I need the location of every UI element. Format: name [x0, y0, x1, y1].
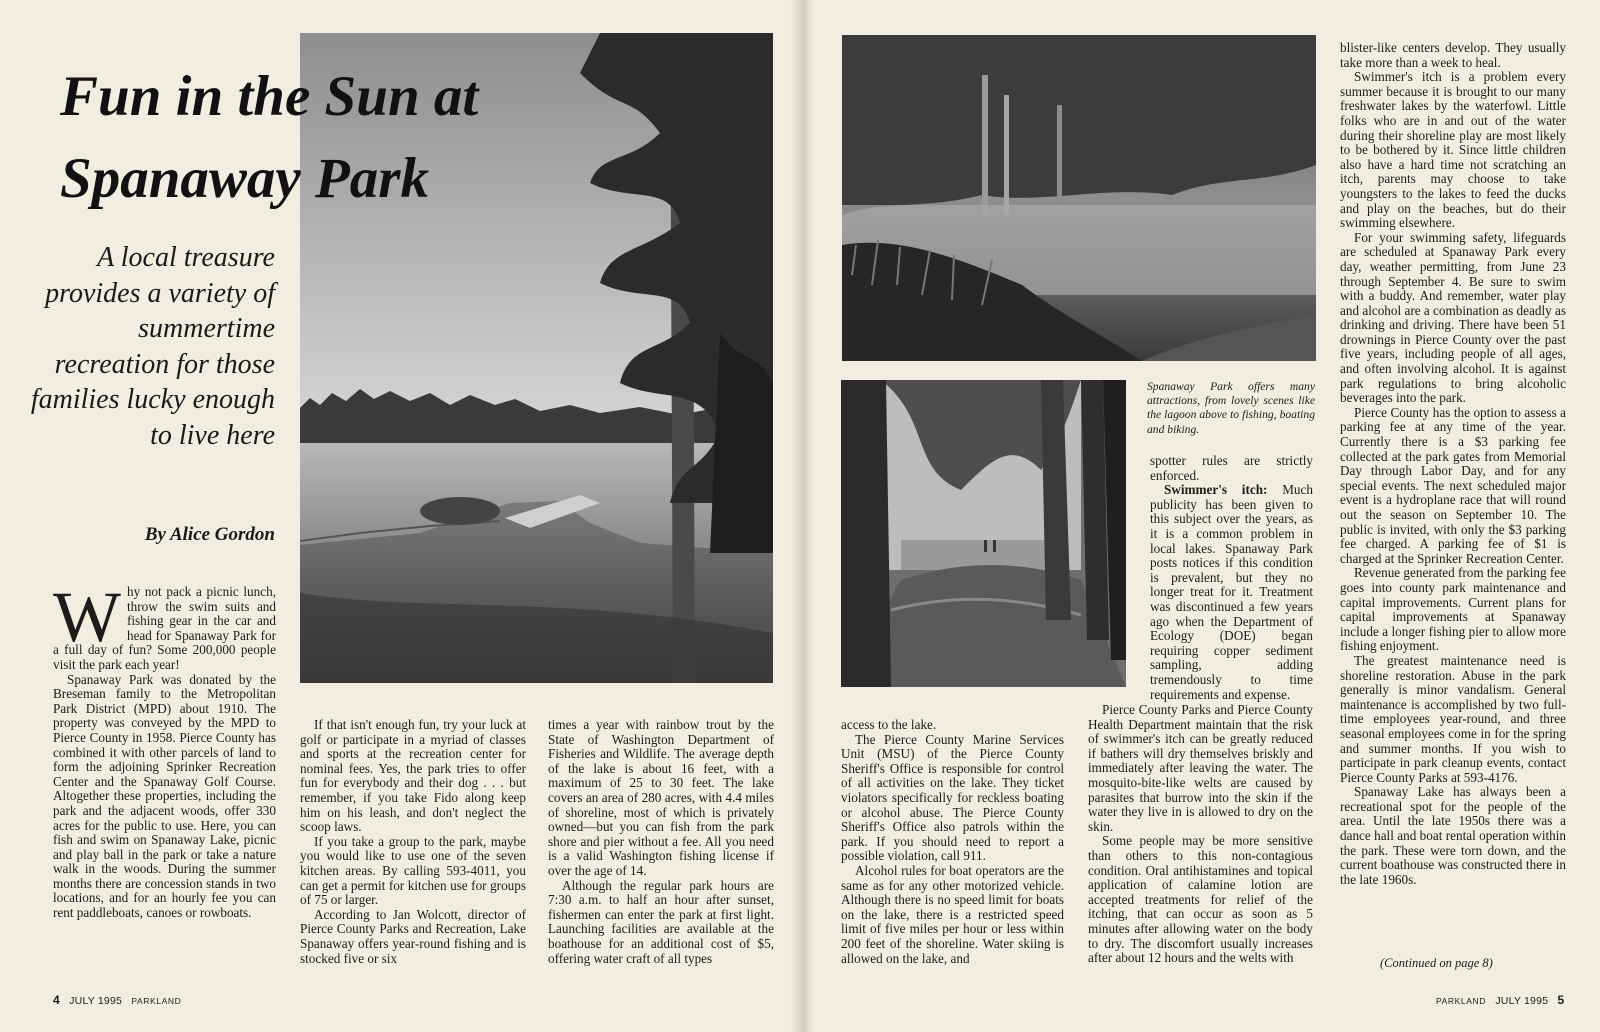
paragraph: For your swimming safety, lifeguards are scheduled at Spanaway Park every day, weather permitting, from June 23 through September 4. Be sure to swim with a buddy. And remember, water play and alcohol are a combination as deadly as drinking and driving. There have been 51 drownings in Pierce County over the past five years, including people of all ages, and often involving alcohol. It is against park regulations to bring alcoholic beverages into the park.	[1340, 229, 1566, 406]
article-title	[60, 56, 540, 220]
text-column-2	[300, 718, 526, 966]
folio-left	[53, 993, 181, 1007]
paragraph: Alcohol rules for boat operators are the same as for any other motorized vehicle. Although there is no speed limit for boats on the lake, there is a restricted speed limit of five miles per hour or less within 200 feet of the shoreline. Water skiing is allowed on the lake, and	[841, 862, 1064, 966]
text-column-3	[548, 718, 774, 966]
page-number: 5	[1557, 993, 1565, 1007]
drop-cap: W	[53, 577, 121, 657]
text-column-5-lower	[1088, 703, 1313, 966]
text-column-1	[53, 577, 276, 921]
paragraph: Revenue generated from the parking fee goes into county park maintenance and capital improvements. Current plans for capital improvements at Spanaway include a longer fishing pier to allow more fishing enjoyment.	[1340, 565, 1566, 654]
section-label: Swimmer's itch:	[1164, 482, 1268, 498]
paragraph: Pierce County Parks and Pierce County Health Department maintain that the risk of swimmer's itch can be greatly reduced if bathers will dry themselves briskly and immediately after leaving the water. The mosquito-bite-like welts are caused by parasites that burrow into the skin if the water they live in is allowed to dry on the skin.	[1088, 702, 1313, 834]
paragraph: spotter rules are strictly enforced.	[1150, 453, 1313, 483]
paragraph: Some people may be more sensitive than others to this non-contagious condition. Oral antihistamines and topical application of calamine lotion are accepted treatments for relief of the itching, that can occur as soon as 5 minutes after allowing water on the body to dry. The discomfort usually increases after about 12 hours and the welts with	[1088, 833, 1313, 966]
paragraph: If that isn't enough fun, try your luck at golf or participate in a myriad of classes and sports at the recreation center for nominal fees. Yes, the park tries to offer fun for everybody and their dog . . . but remember, if you take Fido along keep him on his leash, and don't neglect the scoop laws.	[300, 717, 526, 835]
paragraph: Pierce County has the option to assess a parking fee at any time of the year. Currently there is a $3 parking fee collected at the park gates from Memorial Day through Labor Day, and for any special events. The next scheduled major event is a hydroplane race that will round out the season on September 10. The public is invited, with only the $3 parking fee charged. A parking fee of $1 is charged at the Sprinker Recreation Center.	[1340, 404, 1566, 566]
issue-date: JULY 1995	[69, 995, 123, 1007]
paragraph	[53, 577, 276, 673]
paragraph-text: hy not pack a picnic lunch, throw the swim suits and fishing gear in the car and head for Spanaway Park for a full day of fun? Some 200,000 people visit the park each year!	[53, 584, 276, 672]
continued-note: (Continued on page 8)	[1380, 956, 1493, 970]
paragraph: Spanaway Park was donated by the Breseman family to the Metropolitan Park District (MPD) about 1910. The property was conveyed by the MPD to Pierce County in 1958. Pierce County has combined it with other parcels of land to form the adjoining Sprinker Recreation Center and the Spanaway Golf Course. Altogether these properties, including the park and the adjacent woods, offer 330 acres for the public to use. Here, you can fish and swim on Spanaway Lake, picnic and play ball in the park or take a nature walk in the woods. During the summer months there are concession stands in two locations, and for an hourly fee you can rent paddleboats, canoes or rowboats.	[53, 671, 276, 921]
paragraph: access to the lake.	[841, 717, 937, 732]
paragraph: times a year with rainbow trout by the State of Washington Department of Fisheries and Wildlife. The average depth of the lake is about 16 feet, with a maximum of 25 to 30 feet. The lake covers an area of 280 acres, with 4.4 miles of shoreline, most of which is privately owned—but you can fish from the park shore and pier without a fee. All you need is a valid Washington fishing license if over the age of 14.	[548, 717, 774, 878]
page-gutter	[790, 0, 814, 1032]
paragraph: The Pierce County Marine Services Unit (MSU) of the Pierce County Sheriff's Office is responsible for control of all activities on the lake. They ticket violators specifically for reckless boating or alcohol abuse. The Pierce County Sheriff's Office also patrols within the park. If you should need to report a possible violation, call 911.	[841, 731, 1064, 864]
paragraph: The greatest maintenance need is shoreline restoration. Abuse in the park generally is minor vandalism. General maintenance is accomplished by two full-time employees year-round, and three seasonal employees come in for the spring and summer months. If you wish to participate in park cleanup events, contact Pierce County Parks at 593-4176.	[1340, 652, 1566, 785]
folio-right	[1436, 993, 1564, 1007]
magazine-name: PARKLAND	[131, 996, 182, 1006]
paragraph: blister-like centers develop. They usually take more than a week to heal.	[1340, 40, 1566, 70]
issue-date: JULY 1995	[1495, 995, 1549, 1007]
text-column-6	[1340, 41, 1566, 887]
paragraph: Spanaway Lake has always been a recreational spot for the people of the area. Until the late 1950s there was a dance hall and boat rental operation within the park. These were torn down, and the current boathouse was constructed there in the late 1960s.	[1340, 784, 1566, 887]
photo-caption: Spanaway Park offers many attractions, from lovely scenes like the lagoon above to fishing, boating and biking.	[1147, 380, 1315, 436]
article-subtitle: A local treasure provides a variety of summertime recreation for those families lucky enough to live here	[30, 242, 275, 451]
paragraph: Swimmer's itch is a problem every summer because it is brought to our many freshwater lakes by the waterfowl. Little folks who are in and out of the water during their shoreline play are most likely to be bothered by it. Since little children also have a hard time not scratching an itch, parents may choose to take youngsters to the lakes to feed the ducks and play on the beaches, but do their swimming elsewhere.	[1340, 69, 1566, 231]
paragraph	[1150, 483, 1313, 702]
magazine-name: PARKLAND	[1436, 996, 1486, 1006]
title-line-2: Spanaway Park	[60, 147, 429, 210]
text-column-4	[841, 718, 1064, 966]
paragraph: Although the regular park hours are 7:30 a.m. to half an hour after sunset, fishermen can enter the park at first light. Launching facilities are available at the boathouse for an additional cost of $5, offering water craft of all types	[548, 877, 774, 966]
paragraph-text: Much publicity has been given to this subject over the years, as it is a common problem in local lakes. Spanaway Park posts notices if this condition is prevalent, but they no longer treat for it. Treatment was discontinued a few years ago when the Department of Ecology (DOE) began requiring copper sediment sampling, adding tremendously to time requirements and expense.	[1150, 482, 1313, 702]
article-byline: By Alice Gordon	[144, 524, 275, 545]
paragraph: According to Jan Wolcott, director of Pierce County Parks and Recreation, Lake Spanaway offers year-round fishing and is stocked five or six	[300, 906, 526, 966]
title-line-1: Fun in the Sun at	[60, 65, 479, 128]
paragraph: If you take a group to the park, maybe you would like to use one of the seven kitchen areas. By calling 593-4011, you can get a permit for kitchen use for groups of 75 or larger.	[300, 833, 526, 908]
lagoon-photo	[842, 35, 1316, 361]
woods-path-photo	[841, 380, 1126, 687]
page-number: 4	[53, 993, 60, 1007]
text-column-5	[1150, 454, 1313, 702]
